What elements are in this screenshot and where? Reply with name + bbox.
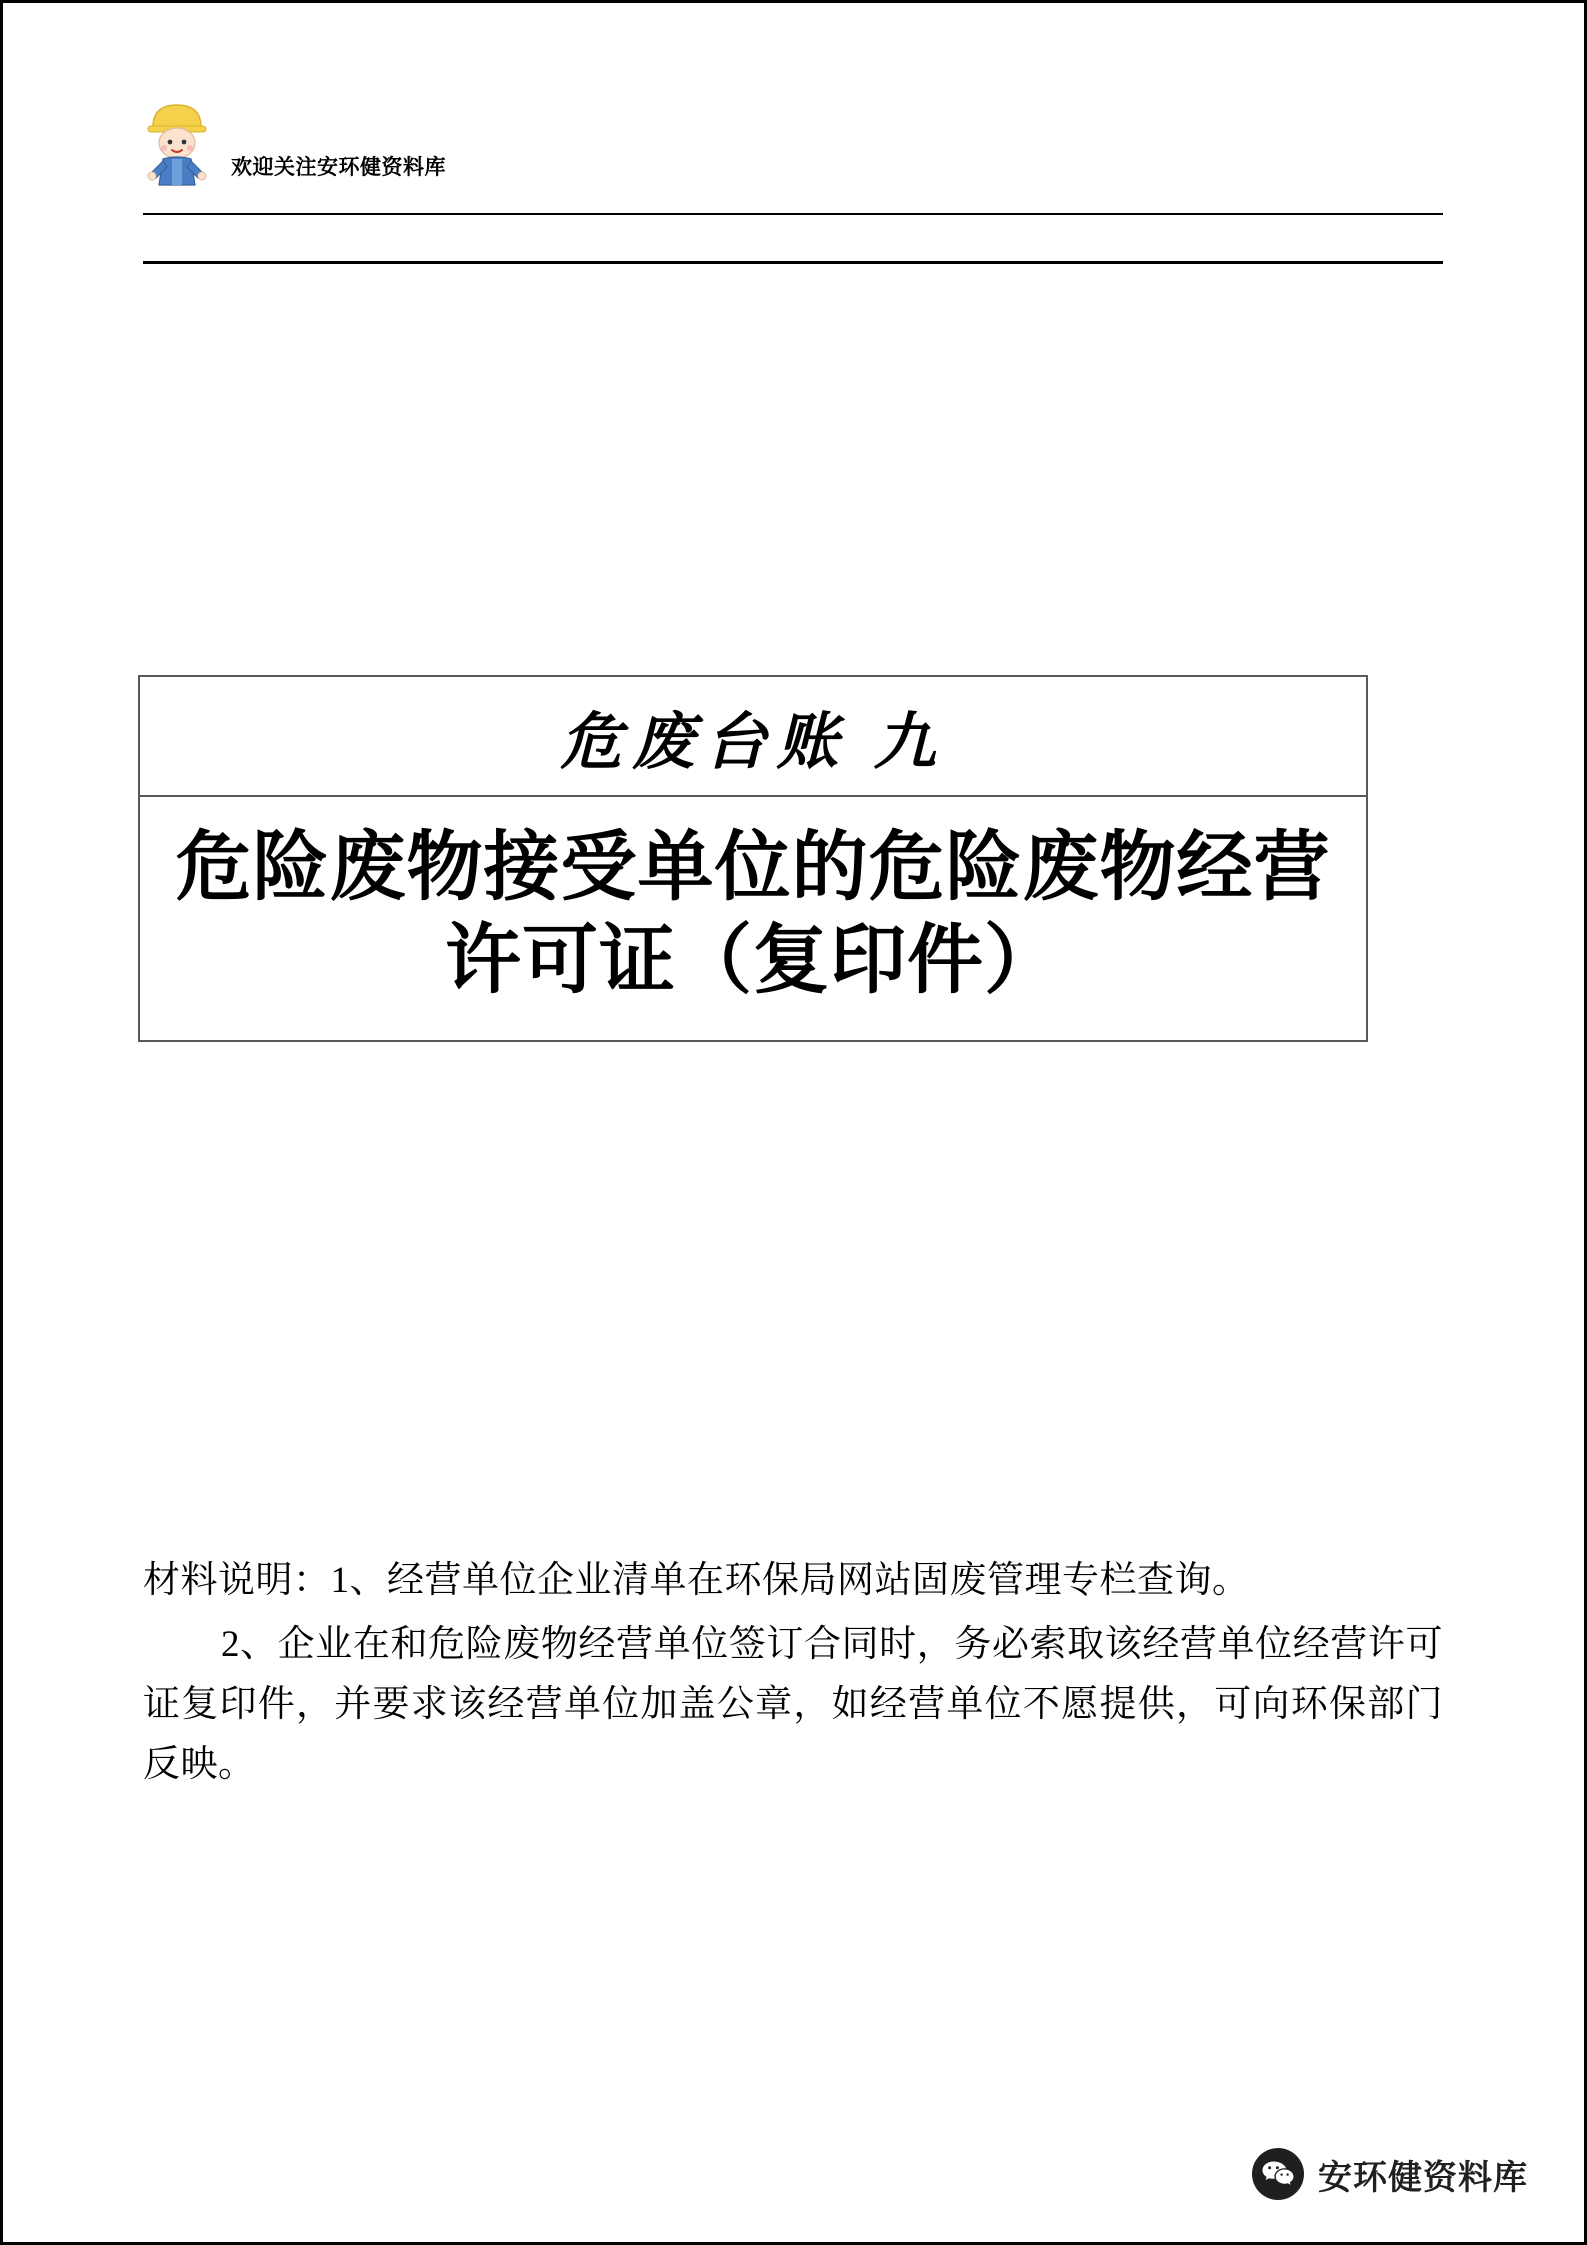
title-box: [138, 675, 1368, 1042]
header-brand-label: 欢迎关注安环健资料库: [231, 156, 446, 179]
page-header: [143, 83, 1443, 223]
ledger-title: 危废台账 九: [560, 708, 946, 777]
description-paragraph-1: 材料说明：1、经营单位企业清单在环保局网站固废管理专栏查询。: [143, 1560, 1250, 1601]
header-brand: [143, 83, 1443, 193]
title-row-secondary: [140, 797, 1366, 1040]
header-divider-top: [143, 213, 1443, 215]
title-row-primary: [140, 677, 1366, 797]
wechat-icon: [1252, 2148, 1304, 2200]
footer-watermark: [1242, 2142, 1538, 2206]
worker-mascot-icon: [143, 93, 217, 193]
material-description: [143, 1551, 1443, 1799]
header-divider-second: [143, 261, 1443, 264]
footer-watermark-label: 安环健资料库: [1318, 2157, 1528, 2198]
description-paragraph-2: 2、企业在和危险废物经营单位签订合同时，务必索取该经营单位经营许可证复印件，并要求该经营单位加盖公章，如经营单位不愿提供，可向环保部门反映。: [143, 1623, 1443, 1785]
document-subject-title: 危险废物接受单位的危险废物经营许可证（复印件）: [175, 822, 1331, 1004]
